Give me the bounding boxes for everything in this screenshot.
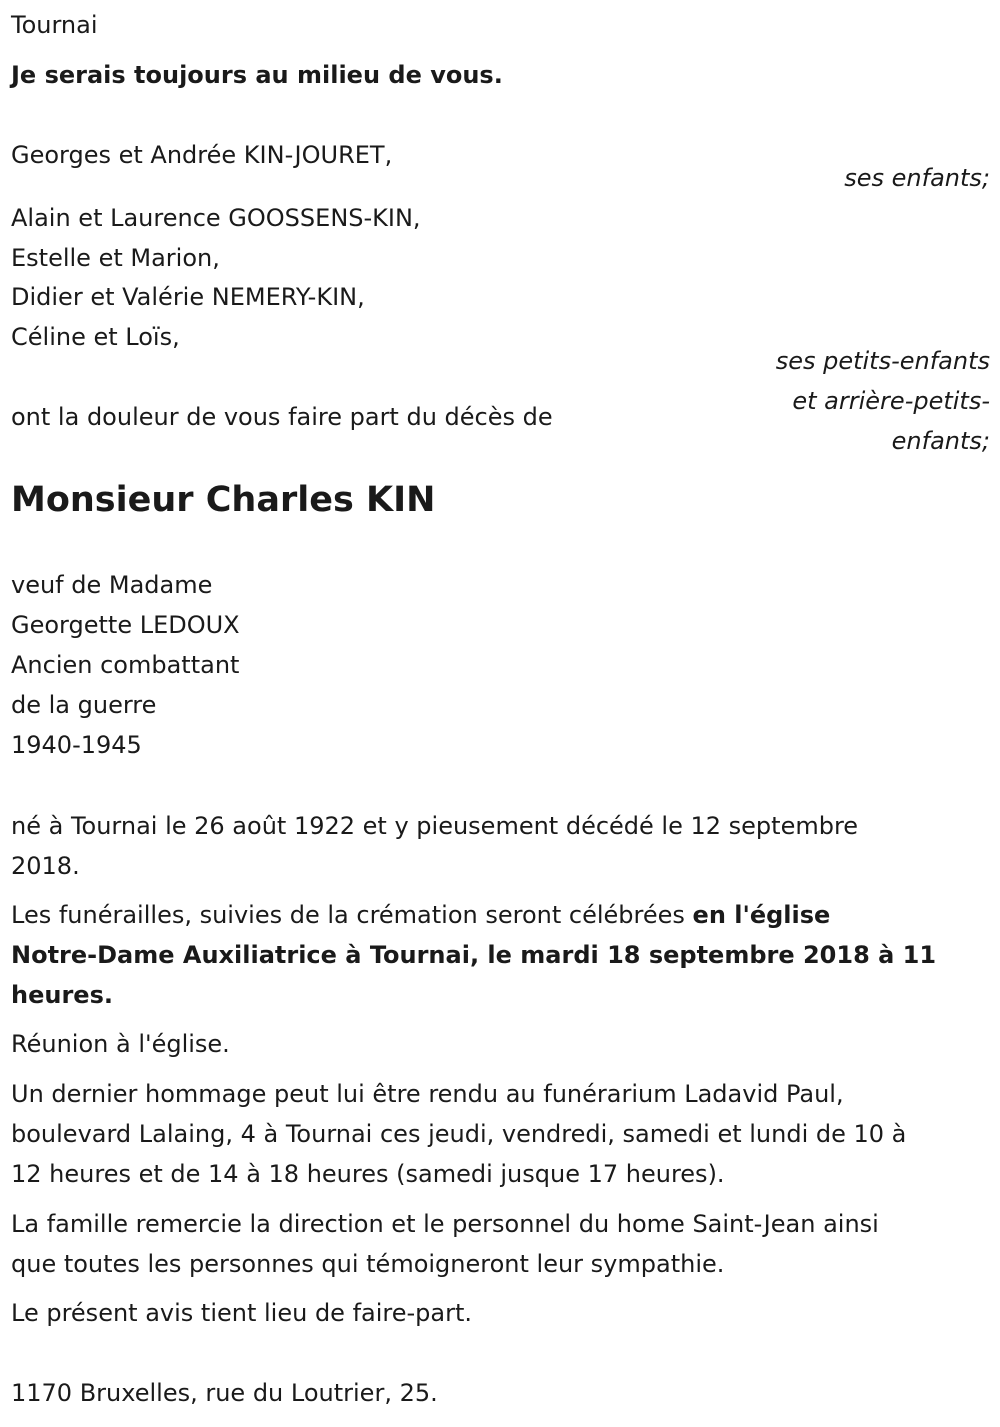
deceased-line-2: Georgette LEDOUX: [11, 611, 240, 639]
tribute-line-2: boulevard Lalaing, 4 à Tournai ces jeudi, vendredi, samedi et lundi de 10 à: [11, 1120, 907, 1148]
tribute-line-3: 12 heures et de 14 à 18 heures (samedi jusque 17 heures).: [11, 1160, 725, 1188]
funeral-line-3: heures.: [11, 981, 113, 1009]
deceased-name: Monsieur Charles KIN: [11, 480, 436, 520]
grandchildren-line-3: Didier et Valérie NEMERY-KIN,: [11, 283, 365, 311]
children-role: ses enfants;: [844, 164, 990, 192]
gathering-text: Réunion à l'église.: [11, 1030, 230, 1058]
location-text: Tournai: [11, 11, 98, 39]
grandchildren-line-2: Estelle et Marion,: [11, 244, 220, 272]
tribute-line-1: Un dernier hommage peut lui être rendu au funérarium Ladavid Paul,: [11, 1080, 844, 1108]
grandchildren-role-3: enfants;: [891, 427, 990, 455]
grandchildren-role-2: et arrière-petits-: [792, 387, 990, 415]
funeral-line-1: [11, 895, 830, 935]
thanks-line-2: que toutes les personnes qui témoigneront leur sympathie.: [11, 1250, 725, 1278]
deceased-line-4: de la guerre: [11, 691, 157, 719]
funeral-intro: Les funérailles, suivies de la crémation seront célébrées: [11, 901, 693, 929]
deceased-line-3: Ancien combattant: [11, 651, 240, 679]
deceased-line-1: veuf de Madame: [11, 571, 213, 599]
birth-line-2: 2018.: [11, 852, 80, 880]
birth-line-1: né à Tournai le 26 août 1922 et y pieusement décédé le 12 septembre: [11, 812, 859, 840]
notice-text: Le présent avis tient lieu de faire-part.: [11, 1299, 473, 1327]
children-names: Georges et Andrée KIN-JOURET,: [11, 141, 393, 169]
grandchildren-role-1: ses petits-enfants: [775, 347, 990, 375]
funeral-line-2: Notre-Dame Auxiliatrice à Tournai, le mardi 18 septembre 2018 à 11: [11, 941, 937, 969]
deceased-line-5: 1940-1945: [11, 731, 142, 759]
address-text: 1170 Bruxelles, rue du Loutrier, 25.: [11, 1379, 438, 1407]
announcement-text: ont la douleur de vous faire part du décès de: [11, 403, 553, 431]
funeral-church: en l'église: [692, 901, 831, 929]
thanks-line-1: La famille remercie la direction et le personnel du home Saint-Jean ainsi: [11, 1210, 879, 1238]
motto-text: Je serais toujours au milieu de vous.: [11, 61, 503, 89]
grandchildren-line-1: Alain et Laurence GOOSSENS-KIN,: [11, 204, 421, 232]
grandchildren-line-4: Céline et Loïs,: [11, 323, 180, 351]
